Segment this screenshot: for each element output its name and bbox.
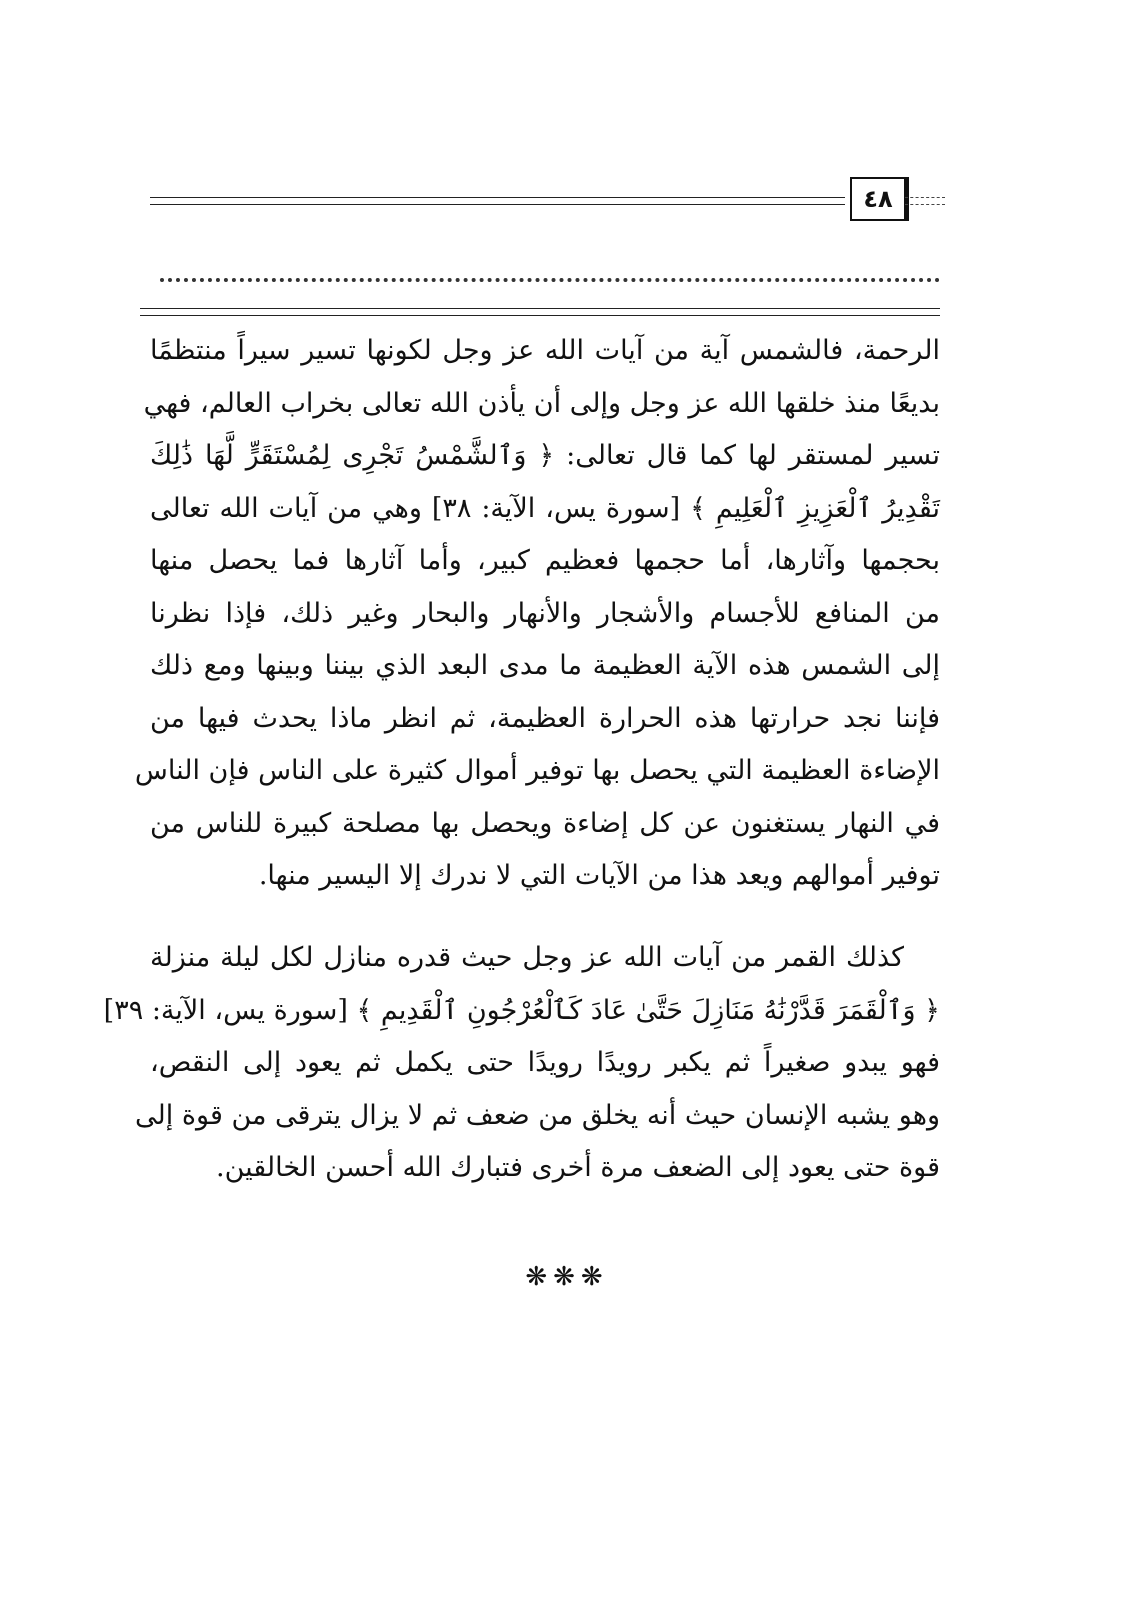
paragraph-2-line-quran: ﴿ وَٱلْقَمَرَ قَدَّرْنَٰهُ مَنَازِلَ حَتَّىٰ عَادَ كَٱلْعُرْجُونِ ٱلْقَدِيمِ ﴾ [سورة يس، الآية: ٣٩] (103, 994, 940, 1026)
paragraph-1-line-quran: تَقْدِيرُ ٱلْعَزِيزِ ٱلْعَلِيمِ ﴾ [سورة يس، الآية: ٣٨] وهي من آيات الله تعالى (150, 492, 941, 524)
paragraph-2-line: كذلك القمر من آيات الله عز وجل حيث قدره منازل لكل ليلة منزلة (150, 942, 904, 973)
paragraph-1-line: بحجمها وآثارها، أما حجمها فعظيم كبير، وأما آثارها فما يحصل منها (150, 545, 940, 576)
paragraph-1-line-quran: تسير لمستقر لها كما قال تعالى: ﴿ وَٱلشَّمْسُ تَجْرِى لِمُسْتَقَرٍّ لَّهَا ذَٰلِكَ (150, 440, 940, 471)
paragraph-1-line: الرحمة، فالشمس آية من آيات الله عز وجل لكونها تسير سيراً منتظمًا (150, 335, 940, 366)
paragraph-1-line: توفير أموالهم ويعد هذا من الآيات التي لا ندرك إلا اليسير منها. (258, 860, 940, 891)
paragraph-2-line: فهو يبدو صغيراً ثم يكبر رويدًا رويدًا حتى يكمل ثم يعود إلى النقص، (150, 1047, 940, 1078)
paragraph-1-line: في النهار يستغنون عن كل إضاءة ويحصل بها مصلحة كبيرة للناس من (150, 807, 940, 839)
page-number: ٤٨ (850, 177, 909, 221)
double-rule-divider (140, 308, 940, 316)
asterism-separator: ❋❋❋ (525, 1262, 609, 1292)
dotted-divider (160, 262, 940, 282)
header-rule-right (905, 197, 945, 205)
paragraph-1-line: من المنافع للأجسام والأشجار والأنهار والبحار وغير ذلك، فإذا نظرنا (150, 597, 940, 629)
paragraph-1 (134, 325, 941, 903)
paragraph-1-line: إلى الشمس هذه الآية العظيمة ما مدى البعد الذي بيننا وبينها ومع ذلك (150, 650, 940, 681)
page-header (150, 175, 945, 225)
paragraph-1-line: فإننا نجد حرارتها هذه الحرارة العظيمة، ثم انظر ماذا يحدث فيها من (150, 702, 940, 734)
paragraph-1-line: بديعًا منذ خلقها الله عز وجل وإلى أن يأذن الله تعالى بخراب العالم، فهي (143, 387, 940, 419)
paragraph-2-line: وهو يشبه الإنسان حيث أنه يخلق من ضعف ثم لا يزال يترقى من قوة إلى (135, 1099, 940, 1131)
header-rule-left (150, 197, 845, 205)
paragraph-2-line: قوة حتى يعود إلى الضعف مرة أخرى فتبارك الله أحسن الخالقين. (215, 1152, 940, 1183)
paragraph-1-line: الإضاءة العظيمة التي يحصل بها توفير أموال كثيرة على الناس فإن الناس (134, 755, 940, 786)
paragraph-2 (103, 932, 940, 1195)
